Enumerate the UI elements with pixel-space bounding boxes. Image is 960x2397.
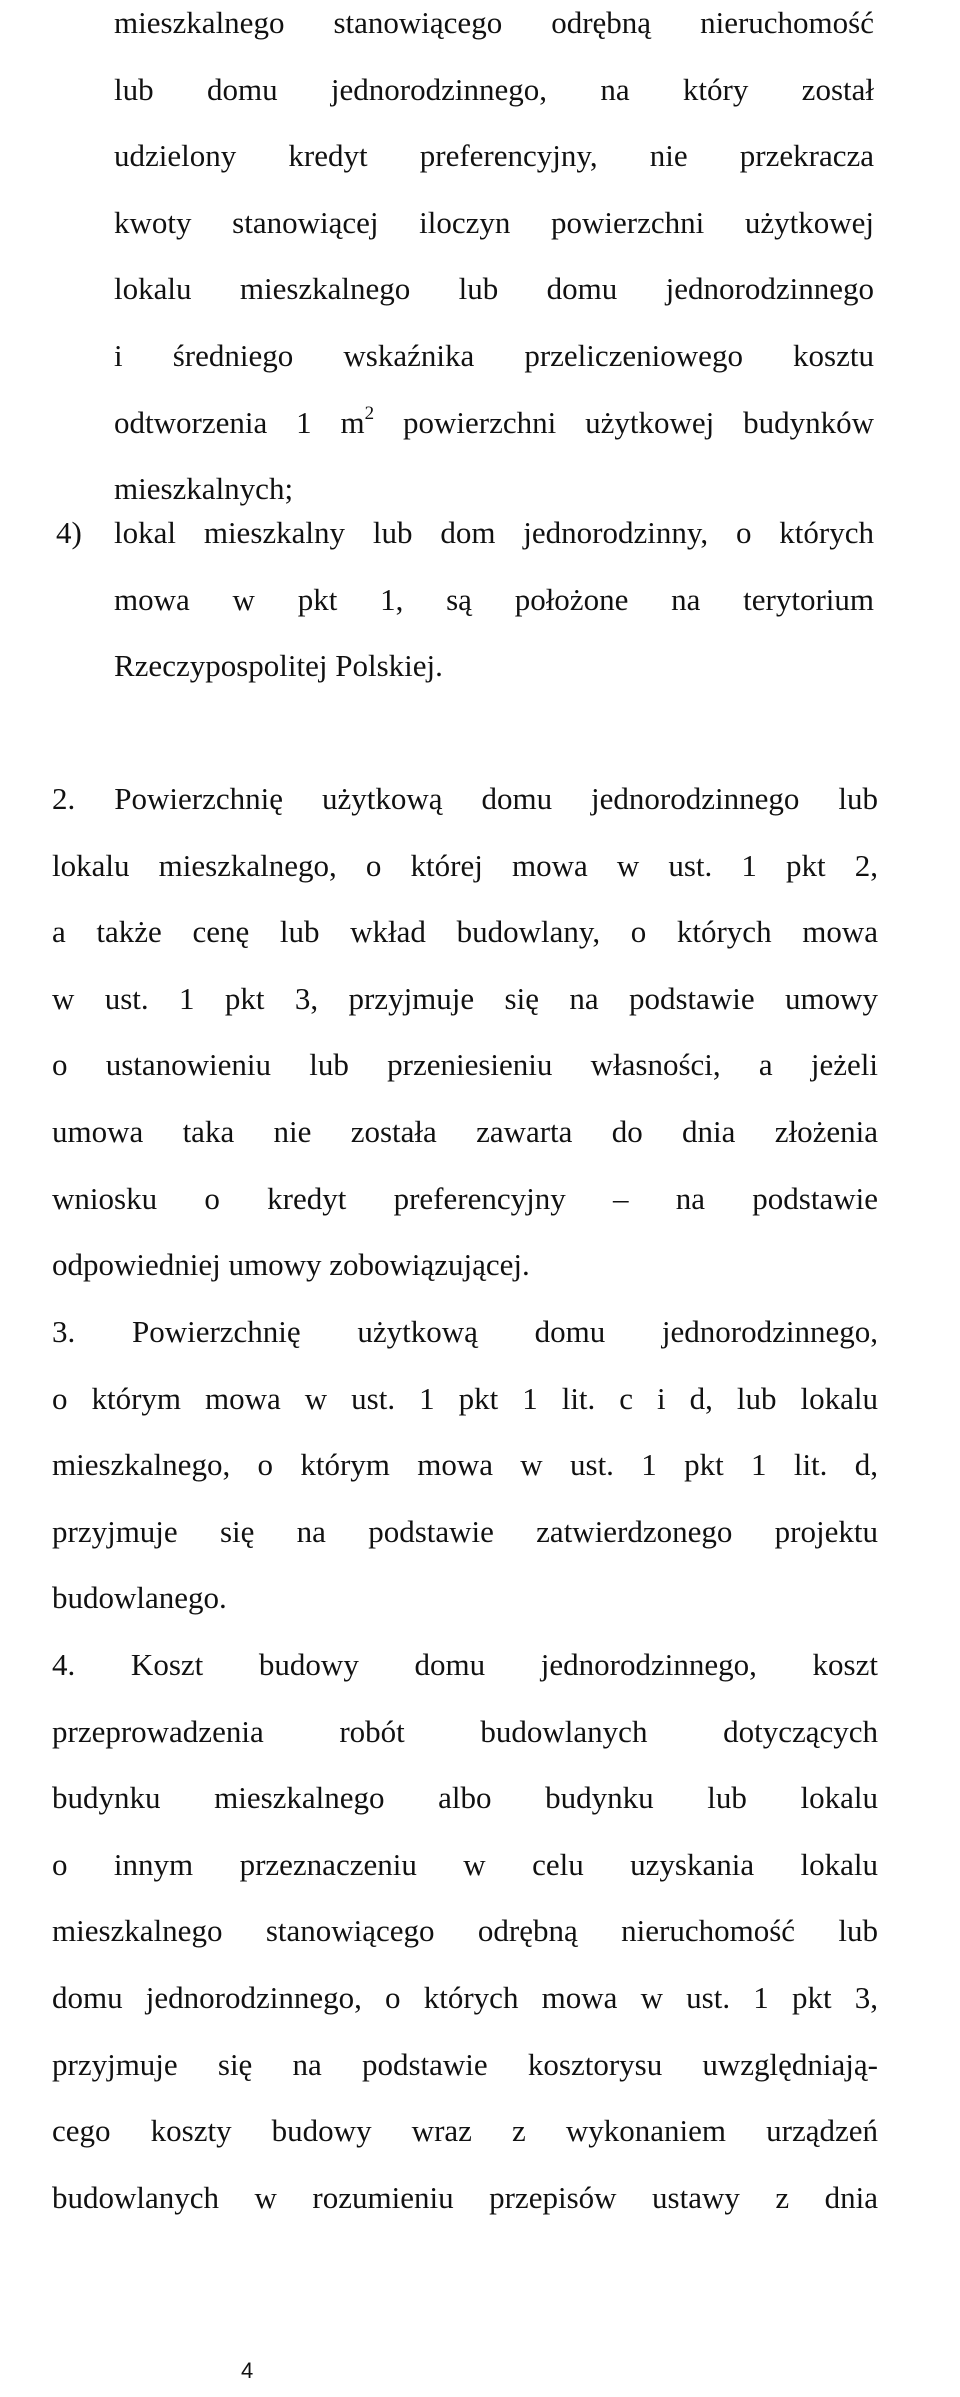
text-line: mowa w pkt 1, są położone na terytorium	[114, 581, 874, 617]
text-line: lokalu mieszkalnego lub domu jednorodzinnego	[114, 271, 874, 307]
list-item-number: 4)	[56, 515, 82, 550]
text-line: przyjmuje się na podstawie zatwierdzonego projektu	[52, 1513, 878, 1549]
text-line: o ustanowieniu lub przeniesieniu własności, a jeżeli	[52, 1047, 878, 1083]
text-line: i średniego wskaźnika przeliczeniowego kosztu	[114, 337, 874, 373]
text-line: odpowiedniej umowy zobowiązującej.	[52, 1247, 530, 1283]
text-line: domu jednorodzinnego, o których mowa w ust. 1 pkt 3,	[52, 1979, 878, 2015]
text-line: przeprowadzenia robót budowlanych dotyczących	[52, 1713, 878, 1749]
text-line: o którym mowa w ust. 1 pkt 1 lit. c i d, lub lokalu	[52, 1380, 878, 1416]
continuation-paragraph	[114, 0, 874, 523]
text-line: kwoty stanowiącej iloczyn powierzchni użytkowej	[114, 204, 874, 240]
list-item-4	[56, 500, 874, 700]
text-line: lokal mieszkalny lub dom jednorodzinny, o których	[114, 515, 874, 550]
text-line: przyjmuje się na podstawie kosztorysu uwzględniają-	[52, 2046, 878, 2082]
text-line: lub domu jednorodzinnego, na który został	[114, 71, 874, 107]
text-line: 3. Powierzchnię użytkową domu jednorodzinnego,	[52, 1314, 878, 1349]
text-line: umowa taka nie została zawarta do dnia złożenia	[52, 1113, 878, 1149]
text-line: budowlanych w rozumieniu przepisów ustawy z dnia	[52, 2179, 878, 2215]
paragraph-ust-2	[52, 766, 878, 1299]
text-line: Rzeczypospolitej Polskiej.	[114, 648, 443, 684]
paragraph-ust-3	[52, 1299, 878, 1632]
text-line: cego koszty budowy wraz z wykonaniem urządzeń	[52, 2113, 878, 2149]
text-line: 4. Koszt budowy domu jednorodzinnego, koszt	[52, 1647, 878, 1682]
paragraph-ust-4	[52, 1632, 878, 2231]
superscript: 2	[364, 402, 375, 424]
text-line: mieszkalnego stanowiącego odrębną nieruchomość	[114, 5, 874, 40]
text-segment: powierzchni użytkowej budynków	[374, 404, 875, 440]
text-line: lokalu mieszkalnego, o której mowa w ust. 1 pkt 2,	[52, 847, 878, 883]
text-line: mieszkalnego, o którym mowa w ust. 1 pkt 1 lit. d,	[52, 1447, 878, 1483]
text-segment: odtworzenia 1 m	[114, 404, 365, 440]
page-number: 4	[241, 2358, 254, 2383]
text-line: 2. Powierzchnię użytkową domu jednorodzinnego lub	[52, 781, 878, 816]
text-line: o innym przeznaczeniu w celu uzyskania lokalu	[52, 1846, 878, 1882]
text-line	[114, 390, 874, 457]
text-line: wniosku o kredyt preferencyjny – na podstawie	[52, 1180, 878, 1216]
text-line: mieszkalnego stanowiącego odrębną nieruchomość lub	[52, 1913, 878, 1949]
text-line: a także cenę lub wkład budowlany, o których mowa	[52, 914, 878, 950]
text-line: udzielony kredyt preferencyjny, nie przekracza	[114, 138, 874, 174]
text-line: budowlanego.	[52, 1580, 227, 1616]
text-line: mieszkalnych;	[114, 471, 294, 507]
text-line: w ust. 1 pkt 3, przyjmuje się na podstawie umowy	[52, 980, 878, 1016]
text-line: budynku mieszkalnego albo budynku lub lokalu	[52, 1780, 878, 1816]
